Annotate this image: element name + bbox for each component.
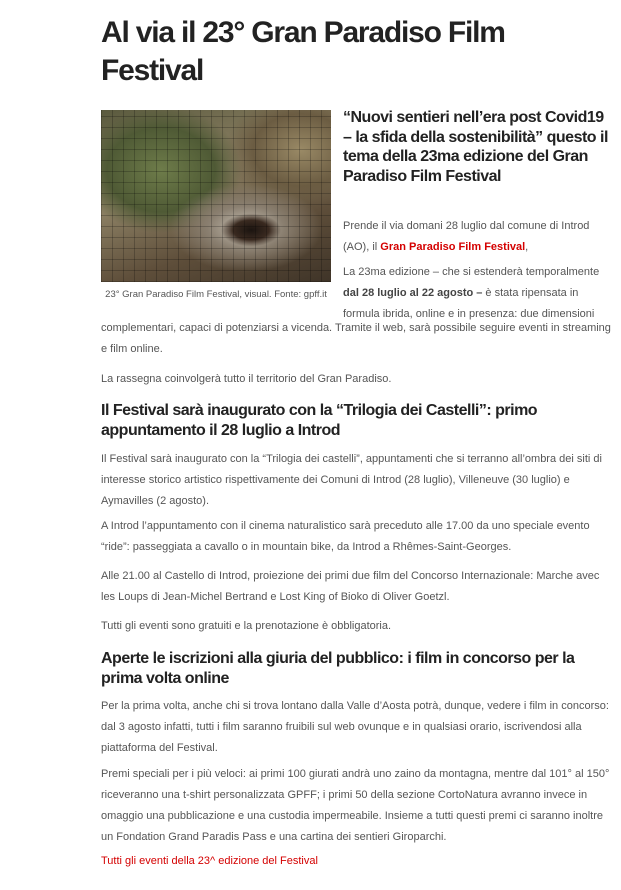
edition-text-1: La 23ma edizione – che si estenderà temporalmente (343, 266, 600, 278)
intro-text: Prende il via domani 28 luglio dal comune di Introd (AO), il (343, 220, 590, 253)
all-events-link[interactable]: Tutti gli eventi della 23^ edizione del Festival (101, 855, 318, 867)
section1-paragraph-3: Alle 21.00 al Castello di Introd, proiezione dei primi due film del Concorso Internazionale: Marche avec les Loups di Jean-Michel Bertrand e Lost King of Bioko di Oliver Goetzl. (101, 570, 600, 603)
section1-paragraph-1: Il Festival sarà inaugurato con la “Trilogia dei castelli”, appuntamenti che si terranno all’ombra dei siti di interesse storico artistico rispettivamente dei Comuni di Introd (28 luglio), Villeneuve (30 luglio) e Aymavilles (2 agosto). (101, 453, 602, 507)
edition-paragraph-top (343, 262, 608, 320)
section2-heading: Aperte le iscrizioni alla giuria del pubblico: i film in concorso per la prima volta online (101, 650, 575, 687)
intro-paragraph (343, 216, 608, 258)
article-subtitle: “Nuovi sentieri nell’era post Covid19 – la sfida della sostenibilità” questo il tema della 23ma edizione del Gran Paradiso Film Festival (343, 109, 608, 185)
intro-punctuation: , (525, 241, 529, 253)
section1-paragraph-2: A Introd l’appuntamento con il cinema naturalistico sarà preceduto alle 17.00 da uno speciale evento “ride”: passeggiata a cavallo o in mountain bike, da Introd a Rhêmes-Saint-Georges. (101, 520, 590, 553)
figure-caption: 23° Gran Paradiso Film Festival, visual. Fonte: gpff.it (105, 289, 327, 300)
edition-dates: dal 28 luglio al 22 agosto – (343, 287, 483, 299)
article-figure (101, 110, 331, 301)
section1-paragraph-4: Tutti gli eventi sono gratuiti e la prenotazione è obbligatoria. (101, 620, 392, 632)
section2-paragraph-2: Premi speciali per i più veloci: ai primi 100 giurati andrà uno zaino da montagna, mentre dal 101° al 150° riceveranno una t-shirt personalizzata GPFF; i primi 50 della sezione CortoNatura avranno invece in omaggio una pubblicazione e una custodia impermeabile. Insieme a tutti questi premi ci saranno inoltre un Fondation Grand Paradis Pass e una cartina dei sentieri Giroparchi. (101, 768, 610, 843)
section2-paragraph-1: Per la prima volta, anche chi si trova lontano dalla Valle d’Aosta potrà, dunque, vedere i film in concorso: dal 3 agosto infatti, tutti i film saranno fruibili sul web ovunque e in qualsiasi orario, iscrivendosi alla piattaforma del Festival. (101, 700, 609, 754)
festival-link[interactable]: Gran Paradiso Film Festival (380, 241, 526, 253)
territory-paragraph: La rassegna coinvolgerà tutto il territorio del Gran Paradiso. (101, 373, 392, 385)
edition-text-2a: è stata ripensata in formula ibrida, online e in presenza: due dimensioni (343, 287, 595, 320)
article-title: Al via il 23° Gran Paradiso Film Festival (101, 16, 505, 87)
section1-heading: Il Festival sarà inaugurato con la “Trilogia dei Castelli”: primo appuntamento il 28 luglio a Introd (101, 402, 538, 439)
festival-visual-image (101, 110, 331, 282)
edition-paragraph-bottom: complementari, capaci di potenziarsi a vicenda. Tramite il web, sarà possibile seguire eventi in streaming e film online. (101, 322, 611, 355)
